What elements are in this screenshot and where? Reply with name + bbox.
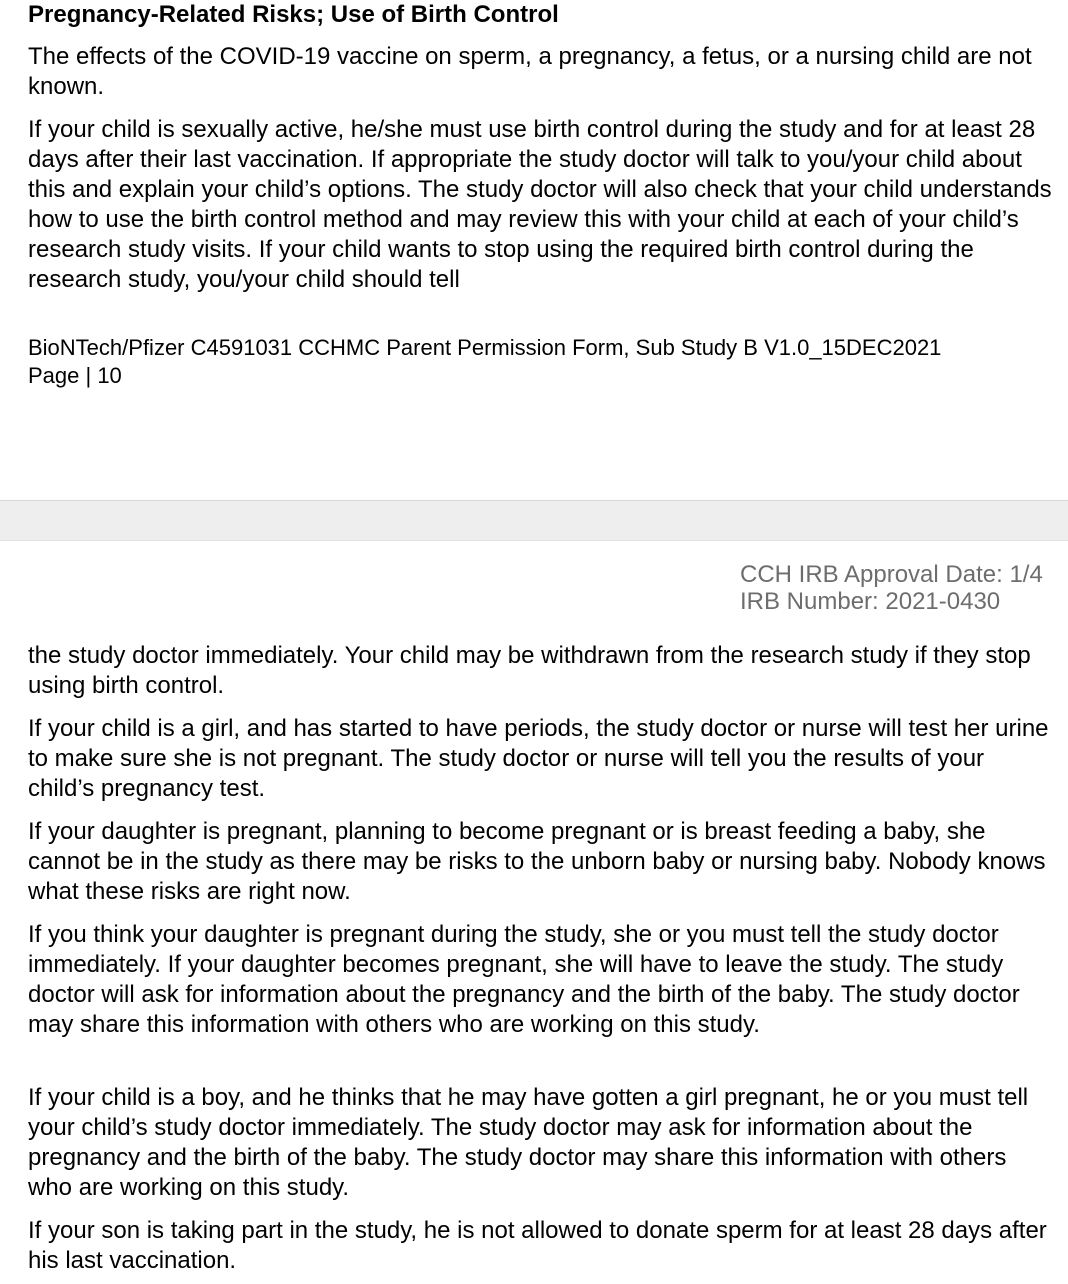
paragraph-sperm-donation: If your son is taking part in the study, he is not allowed to donate sperm for at least 28 days after his last vaccination. bbox=[28, 1217, 1047, 1274]
page-separator bbox=[0, 500, 1068, 541]
paragraph-daughter-pregnant: If your daughter is pregnant, planning to become pregnant or is breast feeding a baby, she cannot be in the study as there may be risks to the unborn baby or nursing baby. Nobody knows what these risks are right now. bbox=[28, 818, 1046, 905]
paragraph-withdrawal: the study doctor immediately. Your child may be withdrawn from the research study if they stop using birth control. bbox=[28, 642, 1031, 699]
footer-page-number: Page | 10 bbox=[28, 363, 122, 388]
section-heading: Pregnancy-Related Risks; Use of Birth Control bbox=[28, 1, 559, 28]
paragraph-boy-partner-pregnant: If your child is a boy, and he thinks that he may have gotten a girl pregnant, he or you must tell your child’s study doctor immediately. The study doctor may ask for information about the pregnancy and the birth of the baby. The study doctor may share this information with others who are working on this study. bbox=[28, 1084, 1029, 1201]
document-page-11 bbox=[0, 541, 1068, 1284]
paragraph-daughter-becomes-pregnant: If you think your daughter is pregnant during the study, she or you must tell the study doctor immediately. If your daughter becomes pregnant, she will have to leave the study. The study doctor will ask for information about the pregnancy and the birth of the baby. The study doctor may share this information with others who are working on this study. bbox=[28, 921, 1020, 1038]
irb-number: IRB Number: 2021-0430 bbox=[740, 588, 1001, 615]
paragraph-birth-control: If your child is sexually active, he/she must use birth control during the study and for at least 28 days after their last vaccination. If appropriate the study doctor will talk to you/your child about this and explain your child’s options. The study doctor will also check that your child understands how to use the birth control method and may review this with your child at each of your child’s research study visits. If your child wants to stop using the required birth control during the research study, you/your child should tell bbox=[28, 116, 1052, 293]
paragraph-effects-unknown: The effects of the COVID-19 vaccine on sperm, a pregnancy, a fetus, or a nursing child are not known. bbox=[28, 43, 1032, 100]
footer-document-id: BioNTech/Pfizer C4591031 CCHMC Parent Permission Form, Sub Study B V1.0_15DEC2021 bbox=[28, 335, 942, 360]
document-page-10 bbox=[0, 0, 1068, 500]
paragraph-pregnancy-test: If your child is a girl, and has started to have periods, the study doctor or nurse will test her urine to make sure she is not pregnant. The study doctor or nurse will tell you the results of your child’s pregnancy test. bbox=[28, 715, 1049, 802]
irb-approval-date: CCH IRB Approval Date: 1/4 bbox=[740, 561, 1043, 588]
